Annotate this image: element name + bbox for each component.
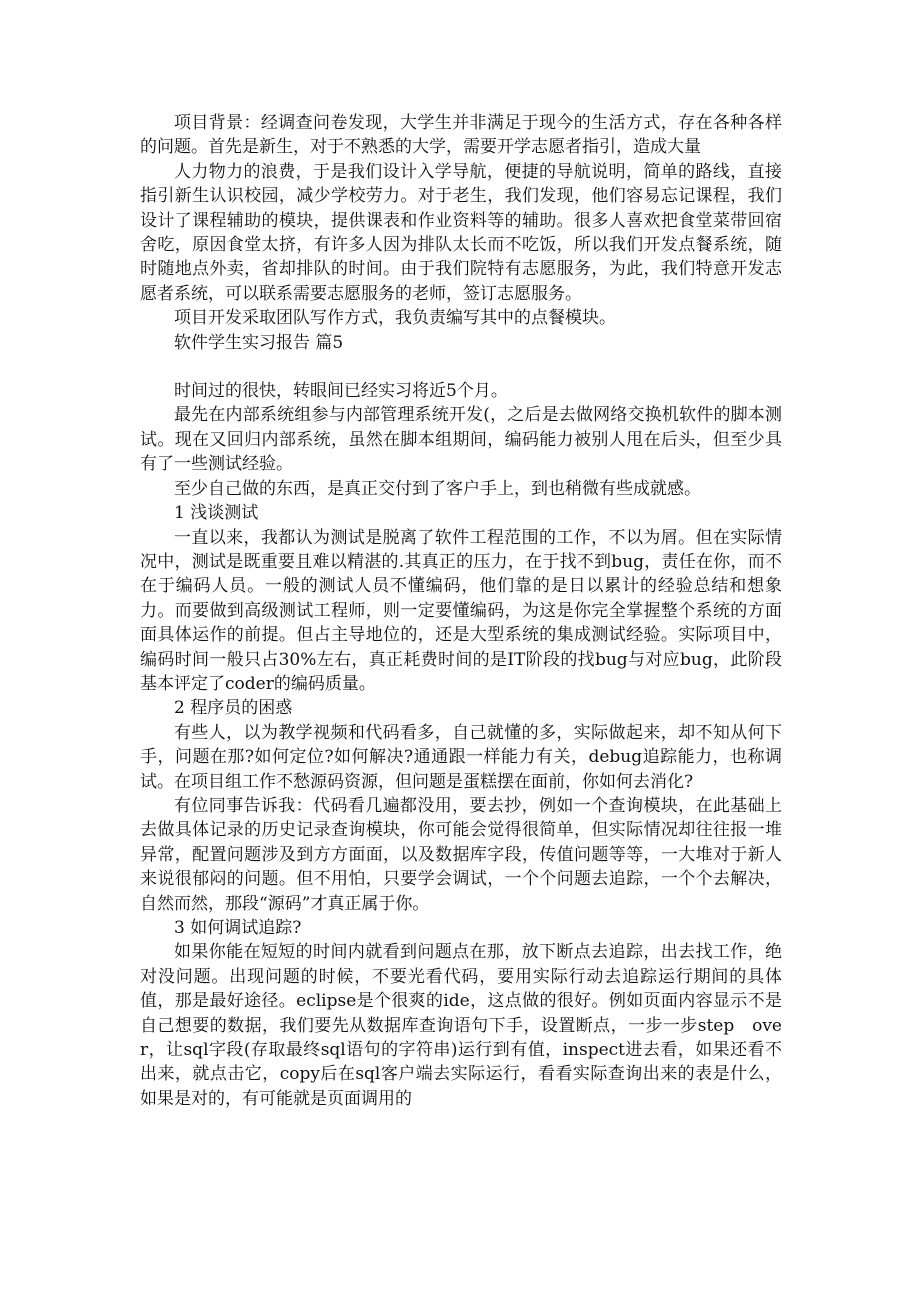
paragraph-achievement: 至少自己做的东西，是真正交付到了客户手上，到也稍微有些成就感。 <box>174 478 701 499</box>
paragraph-debugging: 如果你能在短短的时间内就看到问题点在那，放下断点去追踪，出去找工作，绝对没问题。出现问题的时候，不要光看代码，要用实际行动去追踪运行期间的具体值，那是最好途径。eclipse是个很爽的ide，这点做的很好。例如页面内容显示不是自己想要的数据，我们要先从数据库查询语句下手，设置断点，一步一步step over，让sql字段(存取最终sql语句的字符串)运行到有值，inspect进去看，如果还看不出来，就点击它，copy后在sql客户端去实际运行，看看实际查询出来的表是什么，如果是对的，有可能就是页面调用的 <box>140 942 782 1109</box>
section-title-report-5: 软件学生实习报告 篇5 <box>174 332 344 353</box>
document-page <box>140 111 782 1111</box>
heading-testing: 1 浅谈测试 <box>174 503 259 524</box>
paragraph-project-background: 项目背景：经调查问卷发现，大学生并非满足于现今的生活方式，存在各种各样的问题。首先是新生，对于不熟悉的大学，需要开学志愿者指引，造成大量 <box>140 113 782 158</box>
paragraph-project-design: 人力物力的浪费，于是我们设计入学导航，便捷的导航说明，简单的路线，直接指引新生认识校园，减少学校劳力。对于老生，我们发现，他们容易忘记课程，我们设计了课程辅助的模块，提供课表和作业资料等的辅助。很多人喜欢把食堂菜带回宿舍吃，原因食堂太挤，有许多人因为排队太长而不吃饭，所以我们开发点餐系统，随时随地点外卖，省却排队的时间。由于我们院特有志愿服务，为此，我们特意开发志愿者系统，可以联系需要志愿服务的老师，签订志愿服务。 <box>140 161 782 304</box>
heading-programmer-confusion: 2 程序员的困惑 <box>174 698 293 719</box>
paragraph-internship-duration: 时间过的很快，转眼间已经实习将近5个月。 <box>174 381 508 402</box>
heading-debugging: 3 如何调试追踪? <box>174 918 302 938</box>
paragraph-colleague-advice: 有位同事告诉我：代码看几遍都没用，要去抄，例如一个查询模块，在此基础上去做具体记录的历史记录查询模块，你可能会觉得很简单，但实际情况却往往报一堆异常，配置问题涉及到方方面面，以及数据库字段，传值问题等等，一大堆对于新人来说很郁闷的问题。但不用怕，只要学会调试，一个个问题去追踪，一个个去解决，自然而然，那段“源码”才真正属于你。 <box>140 795 782 914</box>
paragraph-team-writing: 项目开发采取团队写作方式，我负责编写其中的点餐模块。 <box>174 308 616 329</box>
paragraph-first-work: 最先在内部系统组参与内部管理系统开发(，之后是去做网络交换机软件的脚本测试。现在又回归内部系统，虽然在脚本组期间，编码能力被别人甩在后头，但至少具有了一些测试经验。 <box>140 405 782 475</box>
paragraph-programmer-confusion: 有些人，以为教学视频和代码看多，自己就懂的多，实际做起来，却不知从何下手，问题在那?如何定位?如何解决?通通跟一样能力有关，debug追踪能力，也称调试。在项目组工作不愁源码资源，但问题是蛋糕摆在面前，你如何去消化? <box>140 722 782 792</box>
paragraph-testing: 一直以来，我都认为测试是脱离了软件工程范围的工作，不以为屑。但在实际情况中，测试是既重要且难以精湛的.其真正的压力，在于找不到bug，责任在你，而不在于编码人员。一般的测试人员不懂编码，他们靠的是日以累计的经验总结和想象力。而要做到高级测试工程师，则一定要懂编码，为这是你完全掌握整个系统的方面面具体运作的前提。但占主导地位的，还是大型系统的集成测试经验。实际项目中，编码时间一般只占30%左右，真正耗费时间的是IT阶段的找bug与对应bug，此阶段基本评定了coder的编码质量。 <box>140 527 782 694</box>
